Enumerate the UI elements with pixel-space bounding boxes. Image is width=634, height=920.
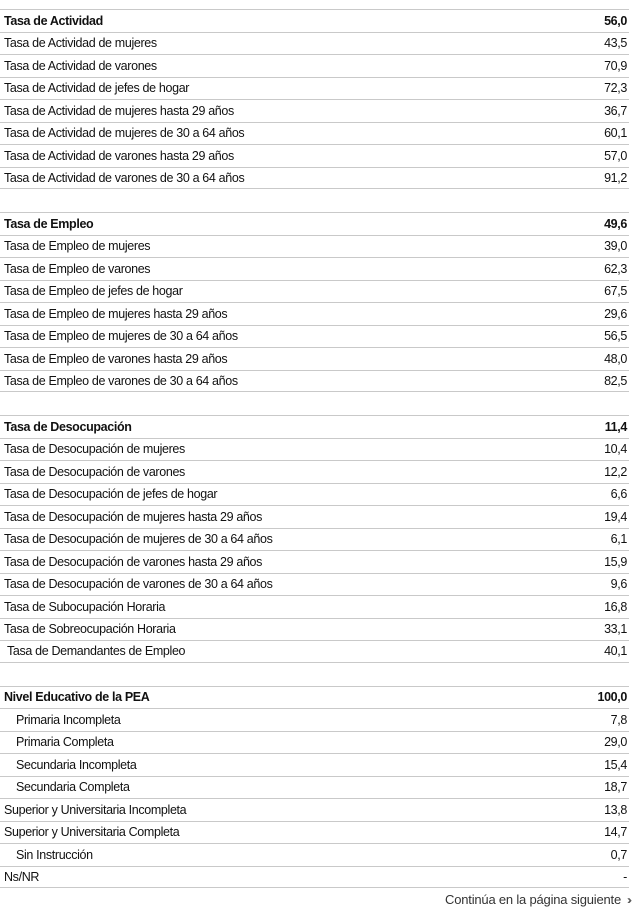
row-label: Tasa de Empleo de jefes de hogar: [4, 284, 183, 299]
row-value: 49,6: [604, 216, 627, 231]
row-label: Tasa de Actividad de varones: [4, 58, 157, 73]
row-label: Tasa de Actividad: [4, 13, 103, 28]
table-row: [0, 618, 629, 641]
row-value: 33,1: [604, 622, 627, 637]
row-value: 13,8: [604, 802, 627, 817]
row-label: Superior y Universitaria Completa: [4, 825, 180, 840]
table-row: [0, 460, 629, 483]
row-label: Superior y Universitaria Incompleta: [4, 802, 187, 817]
section-spacer: [0, 392, 629, 415]
row-label: Tasa de Actividad de mujeres de 30 a 64 años: [4, 126, 245, 141]
row-value: -: [623, 869, 627, 884]
table-row: [0, 753, 629, 776]
row-value: 15,4: [604, 757, 627, 772]
row-value: 72,3: [604, 81, 627, 96]
table-row: [0, 483, 629, 506]
row-label: Tasa de Desocupación de mujeres de 30 a 64 años: [4, 532, 273, 547]
double-chevron-right-icon: ››: [627, 892, 629, 907]
row-label: Tasa de Actividad de varones de 30 a 64 años: [4, 170, 245, 185]
row-value: 12,2: [604, 464, 627, 479]
table-row: [0, 280, 629, 303]
table-row: [0, 731, 629, 754]
table-row: [0, 235, 629, 258]
row-value: 15,9: [604, 554, 627, 569]
table-row: [0, 550, 629, 573]
row-label: Primaria Incompleta: [16, 712, 121, 727]
section-header-row: [0, 415, 629, 438]
row-label: Tasa de Subocupación Horaria: [4, 599, 166, 614]
row-label: Nivel Educativo de la PEA: [4, 690, 150, 705]
row-label: Tasa de Empleo de mujeres hasta 29 años: [4, 306, 228, 321]
row-label: Tasa de Empleo de varones hasta 29 años: [4, 351, 228, 366]
row-label: Ns/NR: [4, 869, 40, 884]
section-header-row: [0, 9, 629, 32]
table-row: [0, 776, 629, 799]
row-value: 40,1: [604, 644, 627, 659]
table-row: [0, 708, 629, 731]
table-row: [0, 866, 629, 889]
row-value: 60,1: [604, 126, 627, 141]
row-label: Tasa de Empleo de mujeres de 30 a 64 años: [4, 329, 238, 344]
section-header-row: [0, 212, 629, 235]
row-value: 6,6: [610, 487, 627, 502]
table-row: [0, 505, 629, 528]
row-label: Tasa de Empleo de varones: [4, 261, 151, 276]
row-value: 18,7: [604, 780, 627, 795]
row-value: 56,5: [604, 329, 627, 344]
row-label: Secundaria Incompleta: [16, 757, 137, 772]
row-value: 62,3: [604, 261, 627, 276]
row-value: 7,8: [610, 712, 627, 727]
row-value: 39,0: [604, 239, 627, 254]
row-label: Tasa de Desocupación de mujeres: [4, 442, 185, 457]
row-value: 67,5: [604, 284, 627, 299]
row-label: Tasa de Desocupación de varones hasta 29 años: [4, 554, 263, 569]
row-value: 29,0: [604, 735, 627, 750]
table-row: [0, 528, 629, 551]
row-label: Tasa de Actividad de mujeres hasta 29 años: [4, 103, 234, 118]
table-row: [0, 122, 629, 145]
row-label: Tasa de Empleo de varones de 30 a 64 años: [4, 373, 238, 388]
section-spacer: [0, 663, 629, 686]
table-row: [0, 438, 629, 461]
table-row: [0, 325, 629, 348]
table-row: [0, 99, 629, 122]
row-value: 57,0: [604, 148, 627, 163]
table-row: [0, 370, 629, 393]
row-value: 48,0: [604, 351, 627, 366]
table-row: [0, 54, 629, 77]
row-value: 9,6: [610, 577, 627, 592]
continuation-text: Continúa en la página siguiente: [445, 892, 621, 907]
row-value: 10,4: [604, 442, 627, 457]
row-value: 70,9: [604, 58, 627, 73]
row-value: 100,0: [597, 690, 627, 705]
row-value: 29,6: [604, 306, 627, 321]
row-value: 82,5: [604, 373, 627, 388]
table-row: [0, 347, 629, 370]
row-label: Sin Instrucción: [16, 847, 93, 862]
row-label: Tasa de Actividad de varones hasta 29 años: [4, 148, 234, 163]
row-value: 16,8: [604, 599, 627, 614]
row-label: Tasa de Desocupación de varones de 30 a 64 años: [4, 577, 273, 592]
table-row: [0, 821, 629, 844]
row-label: Primaria Completa: [16, 735, 114, 750]
row-label: Tasa de Desocupación: [4, 419, 132, 434]
row-value: 19,4: [604, 509, 627, 524]
row-value: 14,7: [604, 825, 627, 840]
row-label: Tasa de Sobreocupación Horaria: [4, 622, 176, 637]
row-value: 11,4: [604, 419, 627, 434]
row-label: Tasa de Desocupación de jefes de hogar: [4, 487, 218, 502]
row-label: Tasa de Demandantes de Empleo: [7, 644, 186, 659]
table-row: [0, 302, 629, 325]
row-value: 91,2: [604, 170, 627, 185]
table-row: [0, 798, 629, 821]
row-label: Secundaria Completa: [16, 780, 130, 795]
row-label: Tasa de Empleo de mujeres: [4, 239, 151, 254]
continuation-note: [445, 892, 629, 907]
row-label: Tasa de Actividad de mujeres: [4, 36, 157, 51]
table-row: [0, 77, 629, 100]
row-value: 56,0: [604, 13, 627, 28]
table-row: [0, 573, 629, 596]
statistics-table: [0, 9, 629, 888]
row-value: 6,1: [610, 532, 627, 547]
row-label: Tasa de Actividad de jefes de hogar: [4, 81, 190, 96]
table-row: [0, 144, 629, 167]
row-label: Tasa de Desocupación de varones: [4, 464, 185, 479]
section-spacer: [0, 189, 629, 212]
row-value: 36,7: [604, 103, 627, 118]
row-label: Tasa de Desocupación de mujeres hasta 29 años: [4, 509, 263, 524]
table-row: [0, 257, 629, 280]
row-value: 43,5: [604, 36, 627, 51]
table-row: [0, 32, 629, 55]
table-row: [0, 595, 629, 618]
table-row: [0, 167, 629, 190]
table-row: [0, 640, 629, 663]
row-value: 0,7: [610, 847, 627, 862]
table-row: [0, 843, 629, 866]
row-label: Tasa de Empleo: [4, 216, 94, 231]
section-header-row: [0, 686, 629, 709]
